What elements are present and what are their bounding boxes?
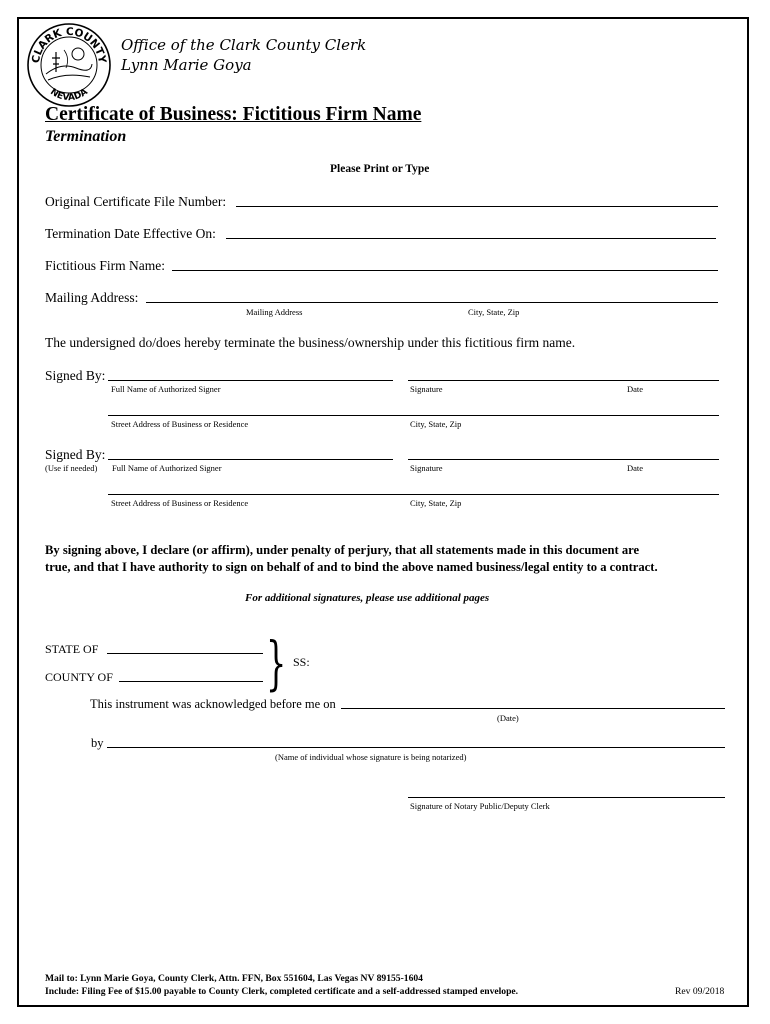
signer1-address-input[interactable] [108,415,719,416]
state-of-input[interactable] [107,653,263,654]
svg-text:NEVADA [48,87,90,103]
notarized-name-input[interactable] [107,747,725,748]
county-of-label: COUNTY OF [45,670,113,684]
declaration-line-2: true, and that I have authority to sign on behalf of and to bind the above named business/legal entity to a contract. [45,560,658,574]
signer1-name-caption: Full Name of Authorized Signer [111,384,221,394]
state-of-label: STATE OF [45,642,99,656]
signer2-name-caption: Full Name of Authorized Signer [112,463,222,473]
signer1-street-caption: Street Address of Business or Residence [111,419,249,429]
signer1-name-input[interactable] [108,380,393,381]
signer2-address-input[interactable] [108,494,719,495]
county-of-input[interactable] [119,681,263,682]
revision-label: Rev 09/2018 [675,986,725,997]
termination-statement: The undersigned do/does hereby terminate the business/ownership under this fictitious firm name. [45,335,576,350]
mailing-address-label: Mailing Address: [45,290,139,305]
print-instruction: Please Print or Type [330,163,430,175]
additional-signatures-note: For additional signatures, please use additional pages [245,592,490,604]
date-caption: (Date) [497,713,519,723]
termination-date-input[interactable] [226,238,716,239]
termination-date-label: Termination Date Effective On: [45,226,216,241]
page-title: Certificate of Business: Fictitious Firm Name [45,104,422,125]
acknowledged-label: This instrument was acknowledged before me on [90,697,336,711]
signer2-street-caption: Street Address of Business or Residence [111,498,249,508]
signed-by-label-2: Signed By: [45,447,106,462]
mail-to-text: Mail to: Lynn Marie Goya, County Clerk, Attn. FFN, Box 551604, Las Vegas NV 89155-1604 [45,973,423,984]
signer2-city-caption: City, State, Zip [410,498,462,508]
clerk-name: Lynn Marie Goya [121,56,252,74]
clark-county-seal-icon [26,22,112,108]
include-text: Include: Filing Fee of $15.00 payable to County Clerk, completed certificate and a self-addressed stamped envelope. [45,986,519,997]
notary-signature-caption: Signature of Notary Public/Deputy Clerk [410,801,550,811]
original-file-label: Original Certificate File Number: [45,194,227,209]
signed-by-label-1: Signed By: [45,368,106,383]
notary-signature-input[interactable] [408,797,725,798]
signer2-date-caption: Date [627,463,644,473]
mailing-address-input[interactable] [146,302,718,303]
signer1-signature-caption: Signature [410,384,443,394]
firm-name-label: Fictitious Firm Name: [45,258,165,273]
seal-text-top: CLARK COUNTY [29,25,109,65]
firm-name-input[interactable] [172,270,718,271]
signer2-name-input[interactable] [108,459,393,460]
signer2-signature-input[interactable] [408,459,719,460]
signer2-note: (Use if needed) [45,463,98,473]
page-subtitle: Termination [45,128,127,145]
ss-label: SS: [293,655,310,669]
svg-text:CLARK COUNTY [30,26,108,65]
signer1-date-caption: Date [627,384,644,394]
by-label: by [91,736,104,750]
seal-text-bottom: NEVADA [48,87,90,104]
signer1-city-caption: City, State, Zip [410,419,462,429]
acknowledged-date-input[interactable] [341,708,725,709]
original-file-input[interactable] [236,206,718,207]
brace-icon: } [266,629,287,697]
notarized-name-caption: (Name of individual whose signature is being notarized) [275,752,467,762]
mailing-address-caption: Mailing Address [246,307,303,317]
signer2-signature-caption: Signature [410,463,443,473]
declaration-line-1: By signing above, I declare (or affirm), under penalty of perjury, that all statements made in this document are [45,543,640,557]
office-title: Office of the Clark County Clerk [121,36,367,54]
signer1-signature-input[interactable] [408,380,719,381]
city-state-zip-caption: City, State, Zip [468,307,520,317]
